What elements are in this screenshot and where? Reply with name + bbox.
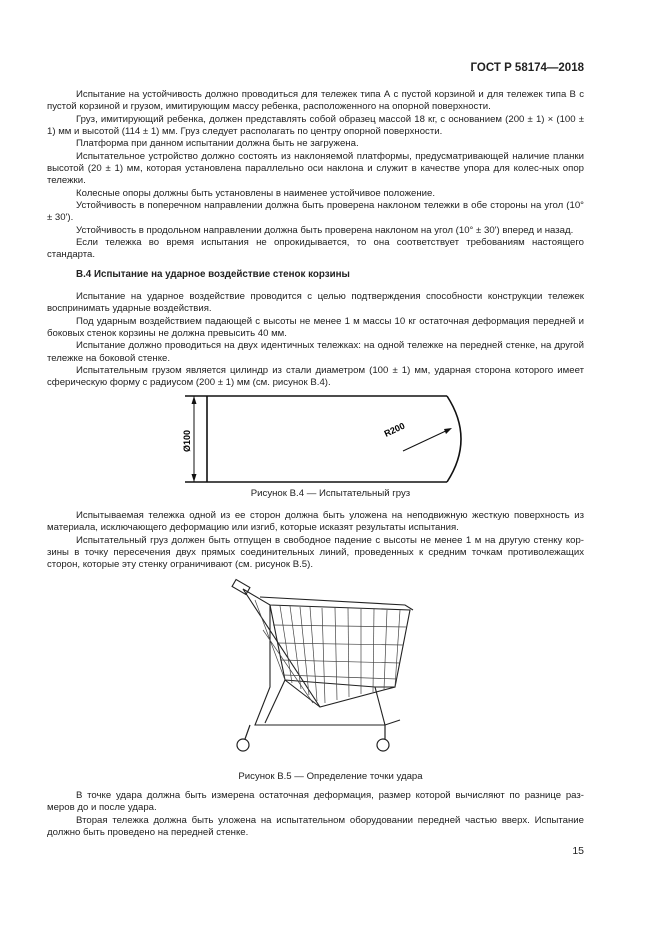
- paragraph: Испытание на ударное воздействие проводится с целью подтверждения способности конструкции тележек воспринимать ударные воздействия.: [47, 291, 584, 315]
- figure-b4-drawing: [180, 390, 470, 490]
- paragraph: Испытательным грузом является цилиндр из стали диаметром (100 ± 1) мм, ударная сторона которого имеет сферическую форму с радиусом (200 ± 1) мм (см. рисунок В.4).: [47, 365, 584, 389]
- paragraph: Испытательное устройство должно состоять из наклоняемой платформы, предусматривающей наличие планки высотой (20 ± 1) мм, которая установлена параллельно оси наклона и служит в качестве упора для колес-ных опор тележки.: [47, 150, 584, 187]
- stability-text: [47, 89, 584, 262]
- paragraph: Испытание на устойчивость должно проводиться для тележек типа А с пустой корзиной и для тележек типа В с пустой корзиной и грузом, имитирующим массу ребенка, расположенного на опорной поверхности.: [47, 89, 584, 113]
- section-heading: В.4 Испытание на ударное воздействие стенок корзины: [76, 269, 350, 280]
- paragraph: Испытательный груз должен быть отпущен в свободное падение с высоты не менее 1 м на другую стенку кор-зины в точку пересечения двух прямых соединительных линий, проведенных к средним точкам противолежащих сторон, которые эту стенку ограничивают (см. рисунок В.5).: [47, 534, 584, 571]
- figure-b5-caption: Рисунок В.5 — Определение точки удара: [238, 771, 423, 782]
- paragraph: В точке удара должна быть измерена остаточная деформация, размер которой вычисляют по разнице раз-меров до и после удара.: [47, 790, 584, 814]
- paragraph: Колесные опоры должны быть установлены в наименее устойчивое положение.: [76, 187, 435, 199]
- page-number: 15: [572, 845, 584, 857]
- impact-text: [47, 291, 584, 390]
- test-procedure-text: [47, 510, 584, 572]
- radius-label: R200: [382, 420, 407, 439]
- paragraph: Если тележка во время испытания не опрокидывается, то она соответствует требованиям настоящего стандарта.: [47, 237, 584, 261]
- paragraph: Испытание должно проводиться на двух идентичных тележках: на одной тележке на передней стенке, на другой тележке на боковой стенке.: [47, 340, 584, 364]
- paragraph: Вторая тележка должна быть уложена на испытательном оборудовании передней частью вверх. Испытание должно быть проведено на передней стенке.: [47, 814, 584, 839]
- paragraph: Под ударным воздействием падающей с высоты не менее 1 м массы 10 кг остаточная деформация передней и боковых стенок корзины не должна превысить 40 мм.: [47, 315, 584, 340]
- figure-b4-caption: Рисунок В.4 — Испытательный груз: [250, 488, 411, 499]
- paragraph: Испытываемая тележка одной из ее сторон должна быть уложена на неподвижную жесткую поверхность из материала, исключающего деформацию или изгиб, которые исказят результаты испытания.: [47, 510, 584, 534]
- diameter-label: Ø100: [182, 429, 192, 452]
- paragraph: Устойчивость в поперечном направлении должна быть проверена наклоном тележки в обе стороны на угол (10° ± 30').: [47, 200, 584, 224]
- deformation-text: [47, 790, 584, 839]
- paragraph: Платформа при данном испытании должна быть не загружена.: [76, 138, 359, 150]
- paragraph: Груз, имитирующий ребенка, должен представлять собой образец массой 18 кг, с основанием (200 ± 1) × (100 ± 1) мм и высотой (114 ± 1) мм. Груз следует располагать по центру опорной поверхности.: [47, 113, 584, 138]
- paragraph: Устойчивость в продольном направлении должна быть проверена наклоном на угол (10° ± 30') вперед и назад.: [76, 224, 574, 236]
- document-header: ГОСТ Р 58174—2018: [470, 62, 584, 74]
- figure-b5-shopping-cart: [225, 575, 425, 765]
